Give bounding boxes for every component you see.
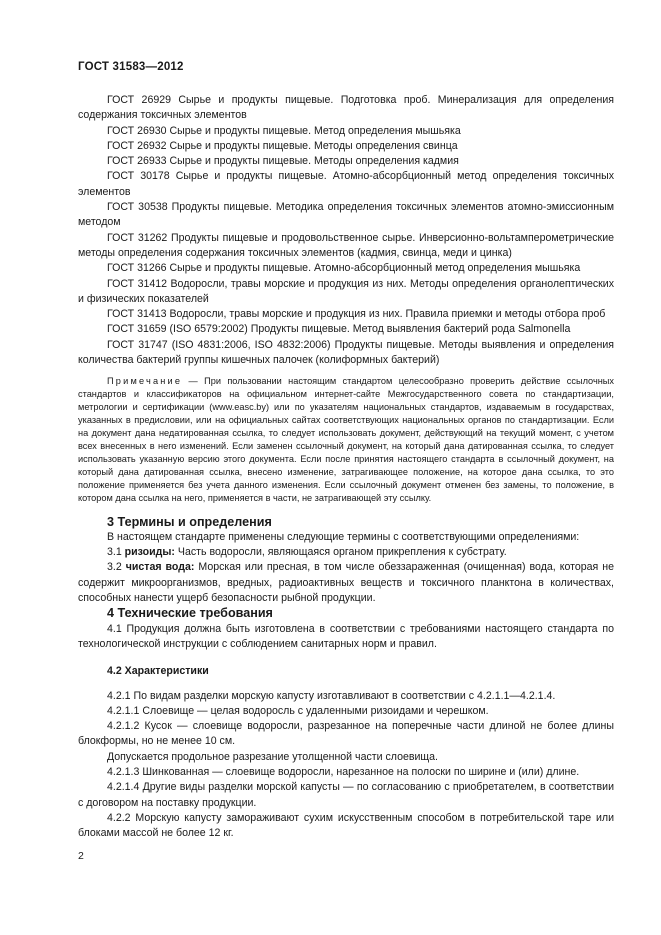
term-definition: Морская или пресная, в том числе обеззараженная (очищенная) вода, которая не содержит микроорганизмов, вредных, радиоактивных веществ и токсичного планктона в количествах, способных нанести ущерб безопасности рыбной продукции. <box>78 561 615 605</box>
clause-paragraph: 4.2.1.2 Кусок — слоевище водоросли, разрезанное на поперечные части длиной не более длины блокформы, но не менее 10 см. <box>78 720 614 748</box>
term-name: ризоиды: <box>124 546 175 559</box>
clause-paragraph: 4.2.1.4 Другие виды разделки морской капусты — по согласованию с приобретателем, в соответствии с договором на поставку продукции. <box>78 781 614 809</box>
reference-item: ГОСТ 26930 Сырье и продукты пищевые. Метод определения мышьяка <box>107 124 461 137</box>
note-label: Примечание <box>107 376 183 387</box>
clause-paragraph: 4.2.1.3 Шинкованная — слоевище водоросли, нарезанное на полоски по ширине и (или) длине. <box>107 765 580 778</box>
reference-item: ГОСТ 31412 Водоросли, травы морские и продукция из них. Методы определения органолептических и физических показателей <box>78 277 614 305</box>
page-number: 2 <box>78 850 84 862</box>
reference-item: ГОСТ 31266 Сырье и продукты пищевые. Атомно-абсорбционный метод определения мышьяка <box>107 262 581 275</box>
note-text: — При пользовании настоящим стандартом целесообразно проверить действие ссылочных стандартов и классификаторов на официальном интернет-сайте Межгосударственного совета по стандартизации, метрологии и сертификации (www.easc.by) или по указателям национальных стандартов, издаваемым в государствах, указанных в предисловии, или на официальных сайтах соответствующих национальных органов по стандартизации. Если на документ дана недатированная ссылка, то следует использовать документ, действующий на текущий момент, с учетом всех внесенных в него изменений. Если заменен ссылочный документ, на который дана датированная ссылка, то следует использовать указанную версию этого документа. Если после принятия настоящего стандарта в ссылочный документ, на который дана датированная ссылка, внесено изменение, затрагивающее положение, на которое дана ссылка, то это положение применяется без учета данного изменения. Если ссылочный документ отменен без замены, то положение, в котором дана ссылка на него, применяется в части, не затрагивающей эту ссылку. <box>78 376 614 504</box>
page-content <box>78 93 614 841</box>
clause-paragraph: 4.2.1 По видам разделки морскую капусту изготавливают в соответствии с 4.2.1.1—4.2.1.4. <box>107 689 556 702</box>
reference-item: ГОСТ 31747 (ISO 4831:2006, ISO 4832:2006) Продукты пищевые. Методы выявления и определения количества бактерий группы кишечных палочек (колиформных бактерий) <box>78 338 614 367</box>
section-4-title: 4 Технические требования <box>107 606 273 621</box>
page-header: ГОСТ 31583—2012 <box>78 61 184 73</box>
reference-item: ГОСТ 26933 Сырье и продукты пищевые. Методы определения кадмия <box>107 155 459 168</box>
section-3-title: 3 Термины и определения <box>107 514 272 529</box>
term-definition: Часть водоросли, являющаяся органом прикрепления к субстрату. <box>174 546 507 559</box>
reference-note <box>78 375 614 505</box>
reference-item: ГОСТ 31262 Продукты пищевые и продовольственное сырье. Инверсионно-вольтамперометрические методы определения содержания токсичных элементов (кадмия, свинца, меди и цинка) <box>78 231 614 259</box>
section-3-intro: В настоящем стандарте применены следующие термины с соответствующими определениями: <box>107 530 580 543</box>
clause-paragraph: Допускается продольное разрезание утолщенной части слоевища. <box>107 750 438 763</box>
term-number: 3.1 <box>107 546 125 559</box>
term-clean-water <box>78 560 614 606</box>
clause-paragraph: 4.2.1.1 Слоевище — целая водоросль с удаленными ризоидами и черешком. <box>107 704 489 717</box>
clause-4-1: 4.1 Продукция должна быть изготовлена в соответствии с требованиями настоящего стандарта по технологической инструкции с соблюдением санитарных норм и правил. <box>78 622 614 650</box>
term-number: 3.2 <box>107 561 126 574</box>
normative-references-list <box>78 93 614 368</box>
term-name: чистая вода: <box>125 561 195 574</box>
term-rhizoids <box>78 545 614 560</box>
reference-item: ГОСТ 30538 Продукты пищевые. Методика определения токсичных элементов атомно-эмиссионным методом <box>78 201 614 229</box>
reference-item: ГОСТ 31413 Водоросли, травы морские и продукция из них. Правила приемки и методы отбора проб <box>107 308 606 321</box>
reference-item: ГОСТ 26932 Сырье и продукты пищевые. Методы определения свинца <box>107 139 458 152</box>
subsection-4-2-title: 4.2 Характеристики <box>107 665 209 678</box>
reference-item: ГОСТ 30178 Сырье и продукты пищевые. Атомно-абсорбционный метод определения токсичных элементов <box>78 170 614 198</box>
clause-paragraph: 4.2.2 Морскую капусту замораживают сухим искусственным способом в потребительской таре или блоками массой не более 12 кг. <box>78 811 614 840</box>
reference-item: ГОСТ 26929 Сырье и продукты пищевые. Подготовка проб. Минерализация для определения содержания токсичных элементов <box>78 94 614 122</box>
reference-item: ГОСТ 31659 (ISO 6579:2002) Продукты пищевые. Метод выявления бактерий рода Salmonella <box>107 323 571 336</box>
